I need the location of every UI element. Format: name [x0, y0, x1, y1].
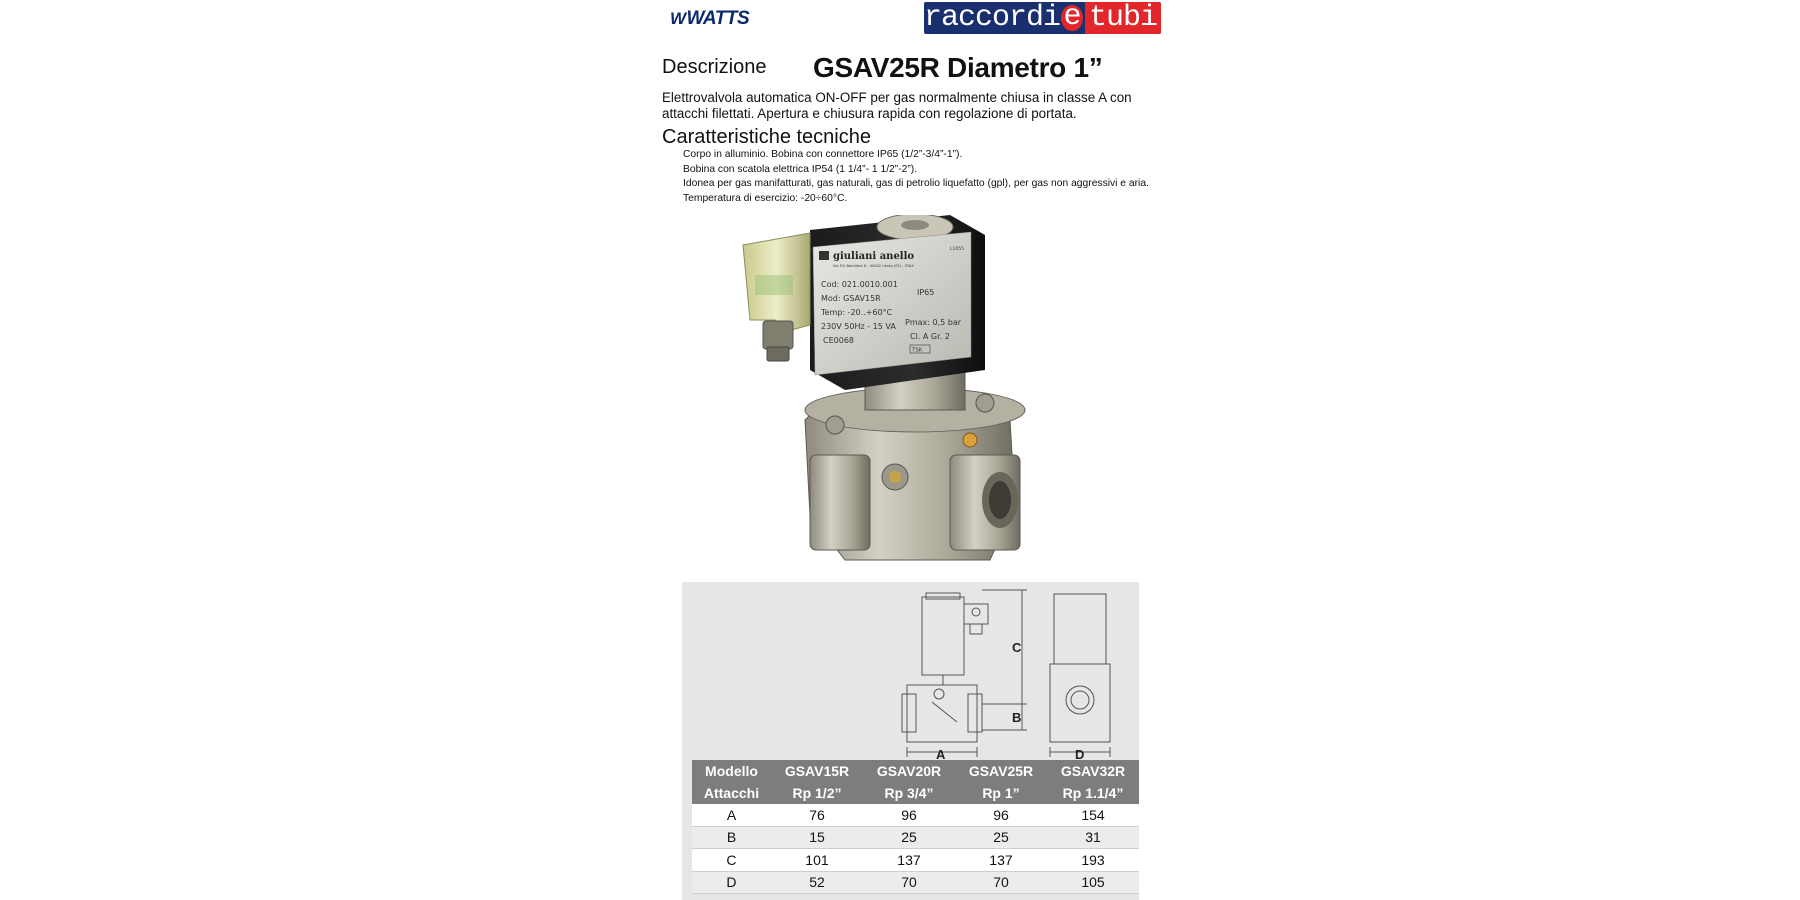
table-row [692, 871, 1139, 894]
table-header-cell: Rp 1.1/4” [1047, 782, 1139, 804]
characteristic-item: Bobina con scatola elettrica IP54 (1 1/4”- 1 1/2”-2”). [683, 163, 918, 175]
technical-drawing [682, 582, 1139, 760]
dimension-d-label: D [1075, 747, 1085, 760]
table-header-cell: Attacchi [692, 782, 771, 804]
photo-label-code-top: L1055 [950, 247, 964, 252]
photo-label-ip: IP65 [917, 288, 935, 297]
table-cell: 52 [771, 871, 863, 894]
table-cell: 70 [955, 871, 1047, 894]
table-row [692, 849, 1139, 872]
table-cell: 137 [955, 849, 1047, 872]
dimension-b-label: B [1012, 710, 1022, 725]
solenoid-valve-photo [735, 215, 1085, 575]
characteristic-item: Idonea per gas manifatturati, gas naturali, gas di petrolio liquefatto (gpl), per gas non aggressivi e aria. [683, 178, 1149, 189]
table-cell: 101 [771, 849, 863, 872]
table-cell: 70 [863, 871, 955, 894]
watts-logo: WWATTS [670, 8, 750, 29]
photo-label-cod: Cod: 021.0010.001 [821, 280, 898, 289]
table-header-cell: Rp 3/4” [863, 782, 955, 804]
table-cell: 154 [1047, 804, 1139, 826]
characteristics-heading: Caratteristiche tecniche [662, 126, 871, 148]
table-header-cell: GSAV20R [863, 760, 955, 782]
table-cell: 31 [1047, 826, 1139, 849]
table-header-row [692, 760, 1139, 782]
table-cell: 15 [771, 826, 863, 849]
table-cell: 76 [771, 804, 863, 826]
table-cell: 137 [863, 849, 955, 872]
photo-label-power: 230V 50Hz - 15 VA [821, 322, 896, 331]
table-cell: 25 [863, 826, 955, 849]
dimensions-table [692, 760, 1139, 894]
table-header-cell: GSAV32R [1047, 760, 1139, 782]
dimension-a-label: A [936, 747, 946, 760]
photo-label-temp: Temp: -20..+60°C [821, 308, 893, 317]
table-header-cell: Rp 1/2” [771, 782, 863, 804]
description-label: Descrizione [662, 56, 767, 78]
characteristics-list [683, 148, 1203, 206]
table-cell: D [692, 871, 771, 894]
table-cell: 96 [955, 804, 1047, 826]
photo-label-address: Via F.lli Bandiera 8 - 44042 Cento (FE) - ITALY [833, 264, 914, 268]
dimension-c-label: C [1012, 640, 1022, 655]
table-header-cell: Rp 1” [955, 782, 1047, 804]
product-title: GSAV25R Diametro 1” [813, 52, 1103, 83]
table-header-cell: GSAV15R [771, 760, 863, 782]
table-cell: 96 [863, 804, 955, 826]
raccordi-e-tubi-logo: raccordi e tubi [924, 2, 1161, 34]
photo-label-tsk: TSK [912, 347, 923, 354]
table-header-row [692, 782, 1139, 804]
photo-label-brand: giuliani anello [833, 251, 915, 262]
photo-label-pmax: Pmax: 0,5 bar [905, 318, 962, 327]
characteristic-item: Corpo in alluminio. Bobina con connettore IP65 (1/2”-3/4”-1”). [683, 149, 963, 160]
table-cell: 105 [1047, 871, 1139, 894]
table-row [692, 804, 1139, 826]
characteristic-item: Temperatura di esercizio: -20÷60°C. [683, 192, 848, 204]
product-description: Elettrovalvola automatica ON-OFF per gas normalmente chiusa in classe A con attacchi filettati. Apertura e chiusura rapida con regolazione di portata. [662, 90, 1132, 121]
table-header-cell: GSAV25R [955, 760, 1047, 782]
photo-label-ce: CE0068 [823, 336, 854, 345]
table-cell: C [692, 849, 771, 872]
table-header-cell: Modello [692, 760, 771, 782]
table-cell: 25 [955, 826, 1047, 849]
table-cell: B [692, 826, 771, 849]
table-cell: A [692, 804, 771, 826]
table-row [692, 826, 1139, 849]
photo-label-class: Cl. A Gr. 2 [910, 332, 950, 341]
table-cell: 193 [1047, 849, 1139, 872]
photo-label-mod: Mod: GSAV15R [821, 294, 881, 303]
